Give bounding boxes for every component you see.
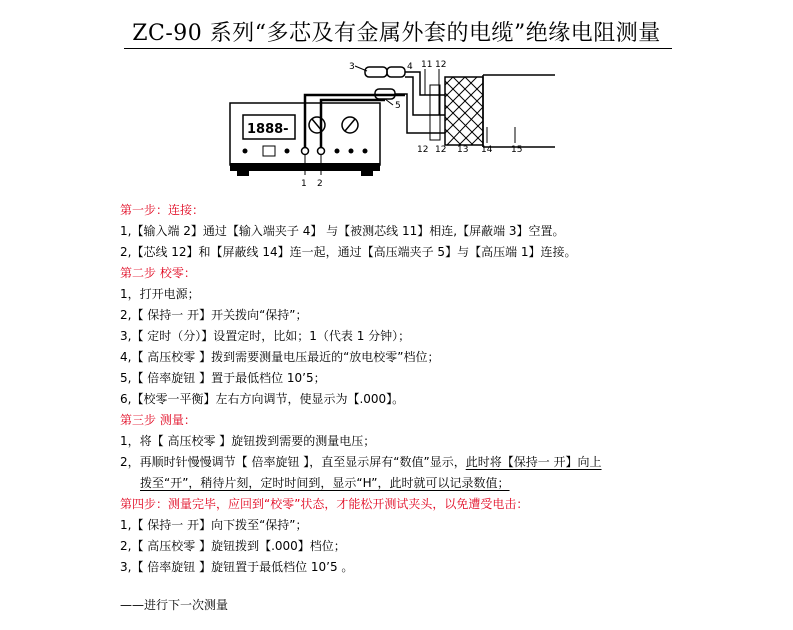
step3-item-2	[120, 454, 602, 470]
label-12-b: 12	[435, 145, 447, 155]
label-13: 13	[457, 145, 469, 155]
terminal-2	[318, 148, 325, 155]
terminal-5	[363, 149, 368, 154]
step2-item-3: 3,【 定时（分）】设置定时，比如；1（代表 1 分钟）；	[120, 329, 411, 343]
step1-heading: 第一步：连接：	[120, 203, 205, 217]
instrument-foot-left	[237, 171, 249, 176]
clip-4	[387, 67, 405, 77]
clip-3	[365, 67, 387, 77]
step3-item-1: 1，将【 高压校零 】旋钮拨到需要的测量电压；	[120, 434, 376, 448]
footer-note: ——进行下一次测量	[120, 598, 229, 612]
lcd-reading: 1888-	[247, 122, 289, 137]
shield-wire-14	[395, 94, 445, 133]
step1-item-2: 2,【芯线 12】和【屏蔽线 14】连一起，通过【高压端夹子 5】与【高压端 1】连接。	[120, 245, 577, 259]
small-knob-1	[243, 149, 248, 154]
instrument-foot-right	[361, 171, 373, 176]
page-title: ZC-90 系列“多芯及有金属外套的电缆”绝缘电阻测量	[132, 21, 661, 46]
mode-switch	[263, 146, 275, 156]
label-11: 11	[421, 60, 433, 70]
step4-item-1: 1,【 保持一 开】向下拨至“保持”；	[120, 518, 308, 532]
step3-item-2-text: 2，再顺时针慢慢调节【 倍率旋钮 】，直至显示屏有“数值”显示，	[120, 455, 466, 469]
label-14: 14	[481, 145, 493, 155]
label-2: 2	[317, 179, 323, 189]
step2-item-1: 1，打开电源；	[120, 287, 200, 301]
step4-item-2: 2,【 高压校零 】旋钮拨到【.000】档位；	[120, 539, 346, 553]
title-divider	[124, 48, 672, 49]
step4-heading: 第四步：测量完毕，应回到“校零”状态，才能松开测试夹头，以免遭受电击：	[120, 497, 529, 511]
step2-item-5: 5,【 倍率旋钮 】置于最低档位 10’5；	[120, 371, 326, 385]
label-12-a: 12	[417, 145, 429, 155]
terminal-4	[349, 149, 354, 154]
step3-item-2-continued: 拨至“开”，稍待片刻，定时时间到，显示“H”，此时就可以记录数值；	[140, 476, 510, 490]
label-3: 3	[349, 62, 355, 72]
step1-item-1: 1,【输入端 2】通过【输入端夹子 4】 与【被测芯线 11】相连,【屏蔽端 3】空置。	[120, 224, 565, 238]
step3-heading: 第三步 测量：	[120, 413, 196, 427]
label-12-top: 12	[435, 60, 447, 70]
step4-item-3: 3,【 倍率旋钮 】旋钮置于最低档位 10’5 。	[120, 560, 354, 574]
label-5: 5	[395, 101, 401, 111]
small-knob-2	[285, 149, 290, 154]
step2-item-2: 2,【 保持一 开】开关拨向“保持”；	[120, 308, 308, 322]
step3-item-2-underlined: 此时将【保持一 开】向上	[465, 455, 602, 469]
step2-item-4: 4,【 高压校零 】拨到需要测量电压最近的“放电校零”档位；	[120, 350, 440, 364]
terminal-1	[302, 148, 309, 155]
label-1: 1	[301, 179, 307, 189]
lead-wire-terminal-2	[321, 100, 385, 147]
step2-heading: 第二步 校零：	[120, 266, 196, 280]
terminal-3	[335, 149, 340, 154]
connection-diagram	[225, 55, 555, 190]
label-4: 4	[407, 62, 413, 72]
step2-item-6: 6,【校零一平衡】左右方向调节，使显示为【.000】。	[120, 392, 405, 406]
label-15: 15	[511, 145, 523, 155]
